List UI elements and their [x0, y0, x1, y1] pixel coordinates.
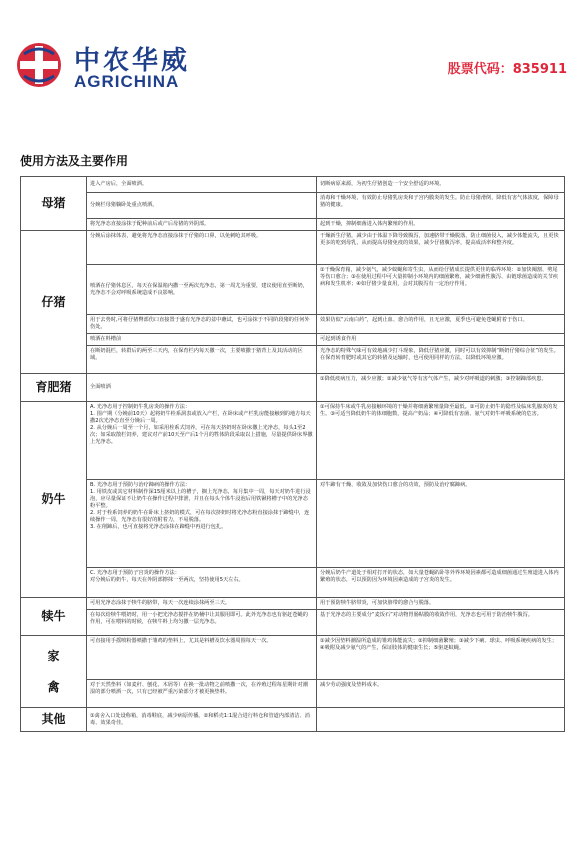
effect-cell: 可起到诱食作用	[317, 334, 565, 346]
effect-cell: 基于光净态的主要成分“麦饭石”对动物胃肠粘膜的收敛作用，光净态也可用于防治犊牛腹泻。	[317, 610, 565, 636]
category-calf: 犊牛	[21, 598, 87, 636]
table-row	[21, 598, 565, 610]
method-line: B. 光净态用于预防与治疗蹄病的操作方法：	[90, 482, 191, 489]
effect-cell: 分娩后奶牛产道处于相对打开的状态，如大量苍蝇趴卧等外界环境因素都可造成细菌通过生殖道进入体内繁殖的状态，可以预防因为环境因素造成的子宫炎的发生。	[317, 568, 565, 598]
table-row	[21, 402, 565, 480]
effect-cell: 起到干燥，抑制细菌进入体内繁殖的作用。	[317, 219, 565, 231]
effect-cell: ①干燥保育箱，减少氨气，减少蚊蝇和寄生虫，从而给仔猪成长提供更佳的临界环境：②加快阉割、剪尾等伤口愈合；③在使用过程中可大量抑制小环境内的细菌繁殖，减少细菌性腹泻、由链球菌造成的关节疾病和发生机率；④如仔猪少量食用，会对其腹泻有一定治疗作用。	[317, 265, 565, 315]
brand-name-cn: 中农华威	[74, 46, 191, 76]
method-cell: 进入产房后，全面喷洒。	[87, 177, 317, 193]
effect-cell: ①减少因垫料潮湿所造成的雏鸡体能流失；②抑制细菌繁殖；③减少下痢、球虫、呼吸系统疾病的发生；④吸附及减少氨气的产生，保证肢体的健康生长；⑤驱逐蚊蝇。	[317, 636, 565, 680]
method-line: 3. 在削蹄后，也可直接将光净态涂抹在蹄缝中再进行包扎。	[90, 524, 227, 531]
method-cell: 在每次给犊牛喂奶时，用一小把光净态搅拌在奶桶中让其服用即可。此外光净态也有驱赶苍蝇的作用，可在喂料的时候，在犊牛料上均匀撒一层光净态。	[87, 610, 317, 636]
category-other: 其他	[21, 708, 87, 732]
table-row	[21, 193, 565, 219]
table-row	[21, 265, 565, 315]
effect-cell: ①降低疫病压力，减少应激；②减少氨气等有害气体产生，减少对呼吸道的刺激；③控制蹄部疾患。	[317, 374, 565, 402]
category-poultry-top: 家	[47, 649, 60, 664]
effect-cell: 减少劳动强度及垫料成本。	[317, 680, 565, 708]
method-cell: 分娩后涂抹体表，避免将光净态直接涂抹于仔猪的口鼻，以免刺呛其呼吸。	[87, 231, 317, 265]
agrichina-logo	[16, 42, 62, 88]
table-row	[21, 177, 565, 193]
table-row	[21, 315, 565, 334]
brand-name-en: AGRICHINA	[74, 72, 180, 91]
method-line: 1. 围产期（分娩前10天）起将奶牛栓系洞表或放入产栏，在卧床或产栏乳房能接触到的地方每天撒2次光净态直至分娩后一周。	[90, 411, 311, 425]
method-cell: 全面喷洒	[87, 374, 317, 402]
category-poultry	[21, 636, 87, 708]
method-cell: 喷洒在料槽前	[87, 334, 317, 346]
method-line: C. 光净态用于预防子宫炎的操作方法：	[90, 570, 180, 577]
method-cell: 在断奶混栏，转群后的两至三天内，在保育栏内每天撒一次，主要喷撒于猪背上及其活动的区域。	[87, 346, 317, 374]
category-poultry-bottom: 禽	[47, 679, 60, 694]
usage-table	[20, 176, 565, 732]
category-cattle: 奶牛	[21, 402, 87, 598]
method-cell: 喷洒在仔猪休息区，每天在保温箱内撒一至两次光净态，第一周尤为重要，建议使用直至断奶，光净态不会对呼吸系统造成不良影响。	[87, 265, 317, 315]
table-row	[21, 680, 565, 708]
method-cell	[87, 568, 317, 598]
method-line: 2. 对于栓系饲养的奶牛在卧床上挤奶的模式，可在每次挤奶时将光净态粉直接涂抹于蹄缝中，连续操作一周，光净态有很好的附着力，不易脱落。	[90, 510, 310, 524]
method-cell: 将光净态直接涂抹于配种前后或产后母猪的外阴部。	[87, 219, 317, 231]
method-line: 1. 用铁皮或其它材料制作深15厘米以上的槽子，搁上光净态，每月集中一周，每天对奶牛进行浸泡，应尽量保证不让奶牛在操作过程中排泄，并且在每头个体牛浸泡后用铁锹将槽子中的光净态粉平整。	[90, 489, 311, 510]
category-piglet: 仔猪	[21, 231, 87, 374]
effect-cell: 干燥新生仔猪，减少由于体温下降导致腹泻，加速脐带干燥脱落，防止细菌侵入，减少体能流失，且更快更多的吃到母乳，从而提高母猪免疫的效果，减少仔猪腹泻率，提高成活率和整齐度。	[317, 231, 565, 265]
method-line: A. 光净态用于控制奶牛乳房炎的操作方法：	[90, 404, 191, 411]
table-row	[21, 480, 565, 568]
method-cell	[87, 480, 317, 568]
effect-cell: 对牛蹄有干燥、收敛及加快伤口愈合的功效，预防及治疗腐蹄病。	[317, 480, 565, 568]
category-sow: 母猪	[21, 177, 87, 231]
table-row	[21, 231, 565, 265]
section-title: 使用方法及主要作用	[20, 154, 129, 168]
method-cell: 分娩栏母猪躺卧处重点喷洒。	[87, 193, 317, 219]
method-cell: ①禽舍入口处设称箱，消毒鞋底，减少病原传播。②和稻壳1:1混合进行料仓和管道内部清洁、消毒、效果奇佳。	[87, 708, 317, 732]
category-grower: 育肥猪	[21, 374, 87, 402]
method-cell: 可直接用手摇喷粉器喷撒于雏鸡的垫料上，尤其是料槽及饮水器周围每天一次。	[87, 636, 317, 680]
table-row	[21, 334, 565, 346]
effect-cell: ①可保持牛床或牛乳房接触环境的干燥并将细菌繁殖量降至最低。②可防止奶牛的隐性及临床乳腺炎的发生。③可适当降低奶牛的体细胞数，提高产奶品；④可降低有害菌、氨气对奶牛呼吸系统的危害。	[317, 402, 565, 480]
table-row	[21, 374, 565, 402]
table-row	[21, 610, 565, 636]
table-row	[21, 636, 565, 680]
effect-cell	[317, 708, 565, 732]
effect-cell: 消毒和干燥环境，有效防止母猪乳房炎和子宫内膜炎的发生。防止母猪滑倒，降低有害气体浓度，保障母猪的健康。	[317, 193, 565, 219]
effect-cell: 切断病原来源，为初生仔猪创造一个安全舒适的环境。	[317, 177, 565, 193]
stock-code: 股票代码：835911	[447, 62, 567, 77]
effect-cell: 用于预防犊牛脐带炎，可加快脐带的愈合与脱落。	[317, 598, 565, 610]
method-cell	[87, 402, 317, 480]
effect-cell: 效果仿似“云南白药”，起到止血、愈合的作用，且无应激，夏季也可避免苍蝇附着于伤口。	[317, 315, 565, 334]
method-line: 2. 从分娩后一周至一个月，如采用栓系式饲养，可在每天挤奶时在卧床撒上光净态，每头1至2次；如采取散栏饲养，建议对产前10天至产后1个月的牲体阶段采取以上措施，尽量提供卧床界撒上光净态。	[90, 425, 313, 446]
method-line: 对分娩后的奶牛，每天在外阴部擦抹一至两次，坚持使用5天左右。	[90, 577, 244, 584]
table-row	[21, 708, 565, 732]
table-row	[21, 219, 565, 231]
table-row	[21, 568, 565, 598]
method-cell: 可用光净态涂抹于犊牛的脐带，每天一次连续涂抹两至三天。	[87, 598, 317, 610]
method-cell: 用于去势时,可将仔猪臀部伤口直接置于盛有光净态的盆中蘸试，也可涂抹于不同阶段猪的任何外伤处。	[87, 315, 317, 334]
table-row	[21, 346, 565, 374]
method-cell: 对于天然垫料（如麦秆、刨花、木屑等）在换一批动物之前喷撒一次，在养殖过程每星期针对潮湿的部分喷洒一次，只有已经被严重污染部分才被更换垫料。	[87, 680, 317, 708]
effect-cell: 光净态的特殊气味可有效地减少打斗现象，降低仔猪应激，同时可以有效抑制“断奶仔猪综合征”的发生。在保育转育肥时或其它的转猪及运输时，也可使用同样的方法，以降低环境应激。	[317, 346, 565, 374]
